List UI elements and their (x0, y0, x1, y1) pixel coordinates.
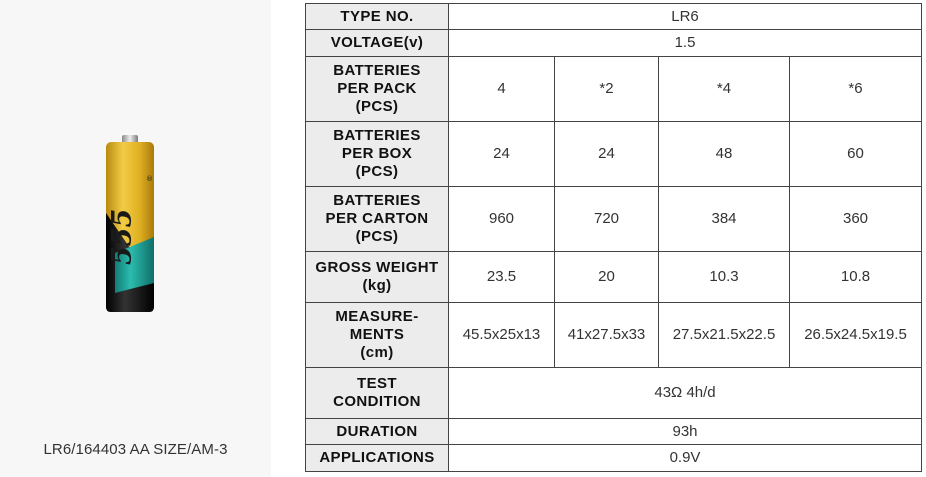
row-test-condition (306, 368, 922, 419)
row-measurements (306, 303, 922, 368)
row-applications (306, 445, 922, 472)
row-batteries-per-pack (306, 57, 922, 122)
table-cell: 10.3 (659, 252, 790, 303)
voltage-label: VOLTAGE(v) (306, 30, 449, 57)
table-cell: 720 (555, 187, 659, 252)
table-cell: *2 (555, 57, 659, 122)
batteries-per-carton-label: BATTERIES PER CARTON (PCS) (306, 187, 449, 252)
duration-value: 93h (449, 419, 922, 445)
row-batteries-per-carton (306, 187, 922, 252)
table-cell: 48 (659, 122, 790, 187)
test-condition-label: TEST CONDITION (306, 368, 449, 419)
table-cell: 41x27.5x33 (555, 303, 659, 368)
test-condition-value: 43Ω 4h/d (449, 368, 922, 419)
spec-table (305, 3, 922, 472)
applications-value: 0.9V (449, 445, 922, 472)
table-cell: 360 (790, 187, 922, 252)
row-batteries-per-box (306, 122, 922, 187)
table-cell: 4 (449, 57, 555, 122)
measurements-label: MEASURE- MENTS (cm) (306, 303, 449, 368)
table-cell: 10.8 (790, 252, 922, 303)
product-image-panel (0, 0, 271, 477)
type-no-label: TYPE NO. (306, 4, 449, 30)
table-cell: *6 (790, 57, 922, 122)
table-cell: 24 (449, 122, 555, 187)
table-cell: 60 (790, 122, 922, 187)
table-cell: 20 (555, 252, 659, 303)
table-cell: 24 (555, 122, 659, 187)
row-gross-weight (306, 252, 922, 303)
duration-label: DURATION (306, 419, 449, 445)
brand-mark (107, 209, 138, 265)
applications-label: APPLICATIONS (306, 445, 449, 472)
table-cell: *4 (659, 57, 790, 122)
table-cell: 26.5x24.5x19.5 (790, 303, 922, 368)
type-no-value: LR6 (449, 4, 922, 30)
svg-text:555: 555 (107, 208, 138, 265)
row-duration (306, 419, 922, 445)
table-cell: 384 (659, 187, 790, 252)
battery-image (101, 133, 159, 319)
table-cell: 960 (449, 187, 555, 252)
voltage-value: 1.5 (449, 30, 922, 57)
svg-text:®: ® (146, 175, 153, 183)
batteries-per-box-label: BATTERIES PER BOX (PCS) (306, 122, 449, 187)
row-voltage (306, 30, 922, 57)
gross-weight-label: GROSS WEIGHT (kg) (306, 252, 449, 303)
product-caption: LR6/164403 AA SIZE/AM-3 (43, 441, 228, 458)
table-cell: 27.5x21.5x22.5 (659, 303, 790, 368)
row-type-no (306, 4, 922, 30)
table-cell: 23.5 (449, 252, 555, 303)
batteries-per-pack-label: BATTERIES PER PACK (PCS) (306, 57, 449, 122)
table-cell: 45.5x25x13 (449, 303, 555, 368)
